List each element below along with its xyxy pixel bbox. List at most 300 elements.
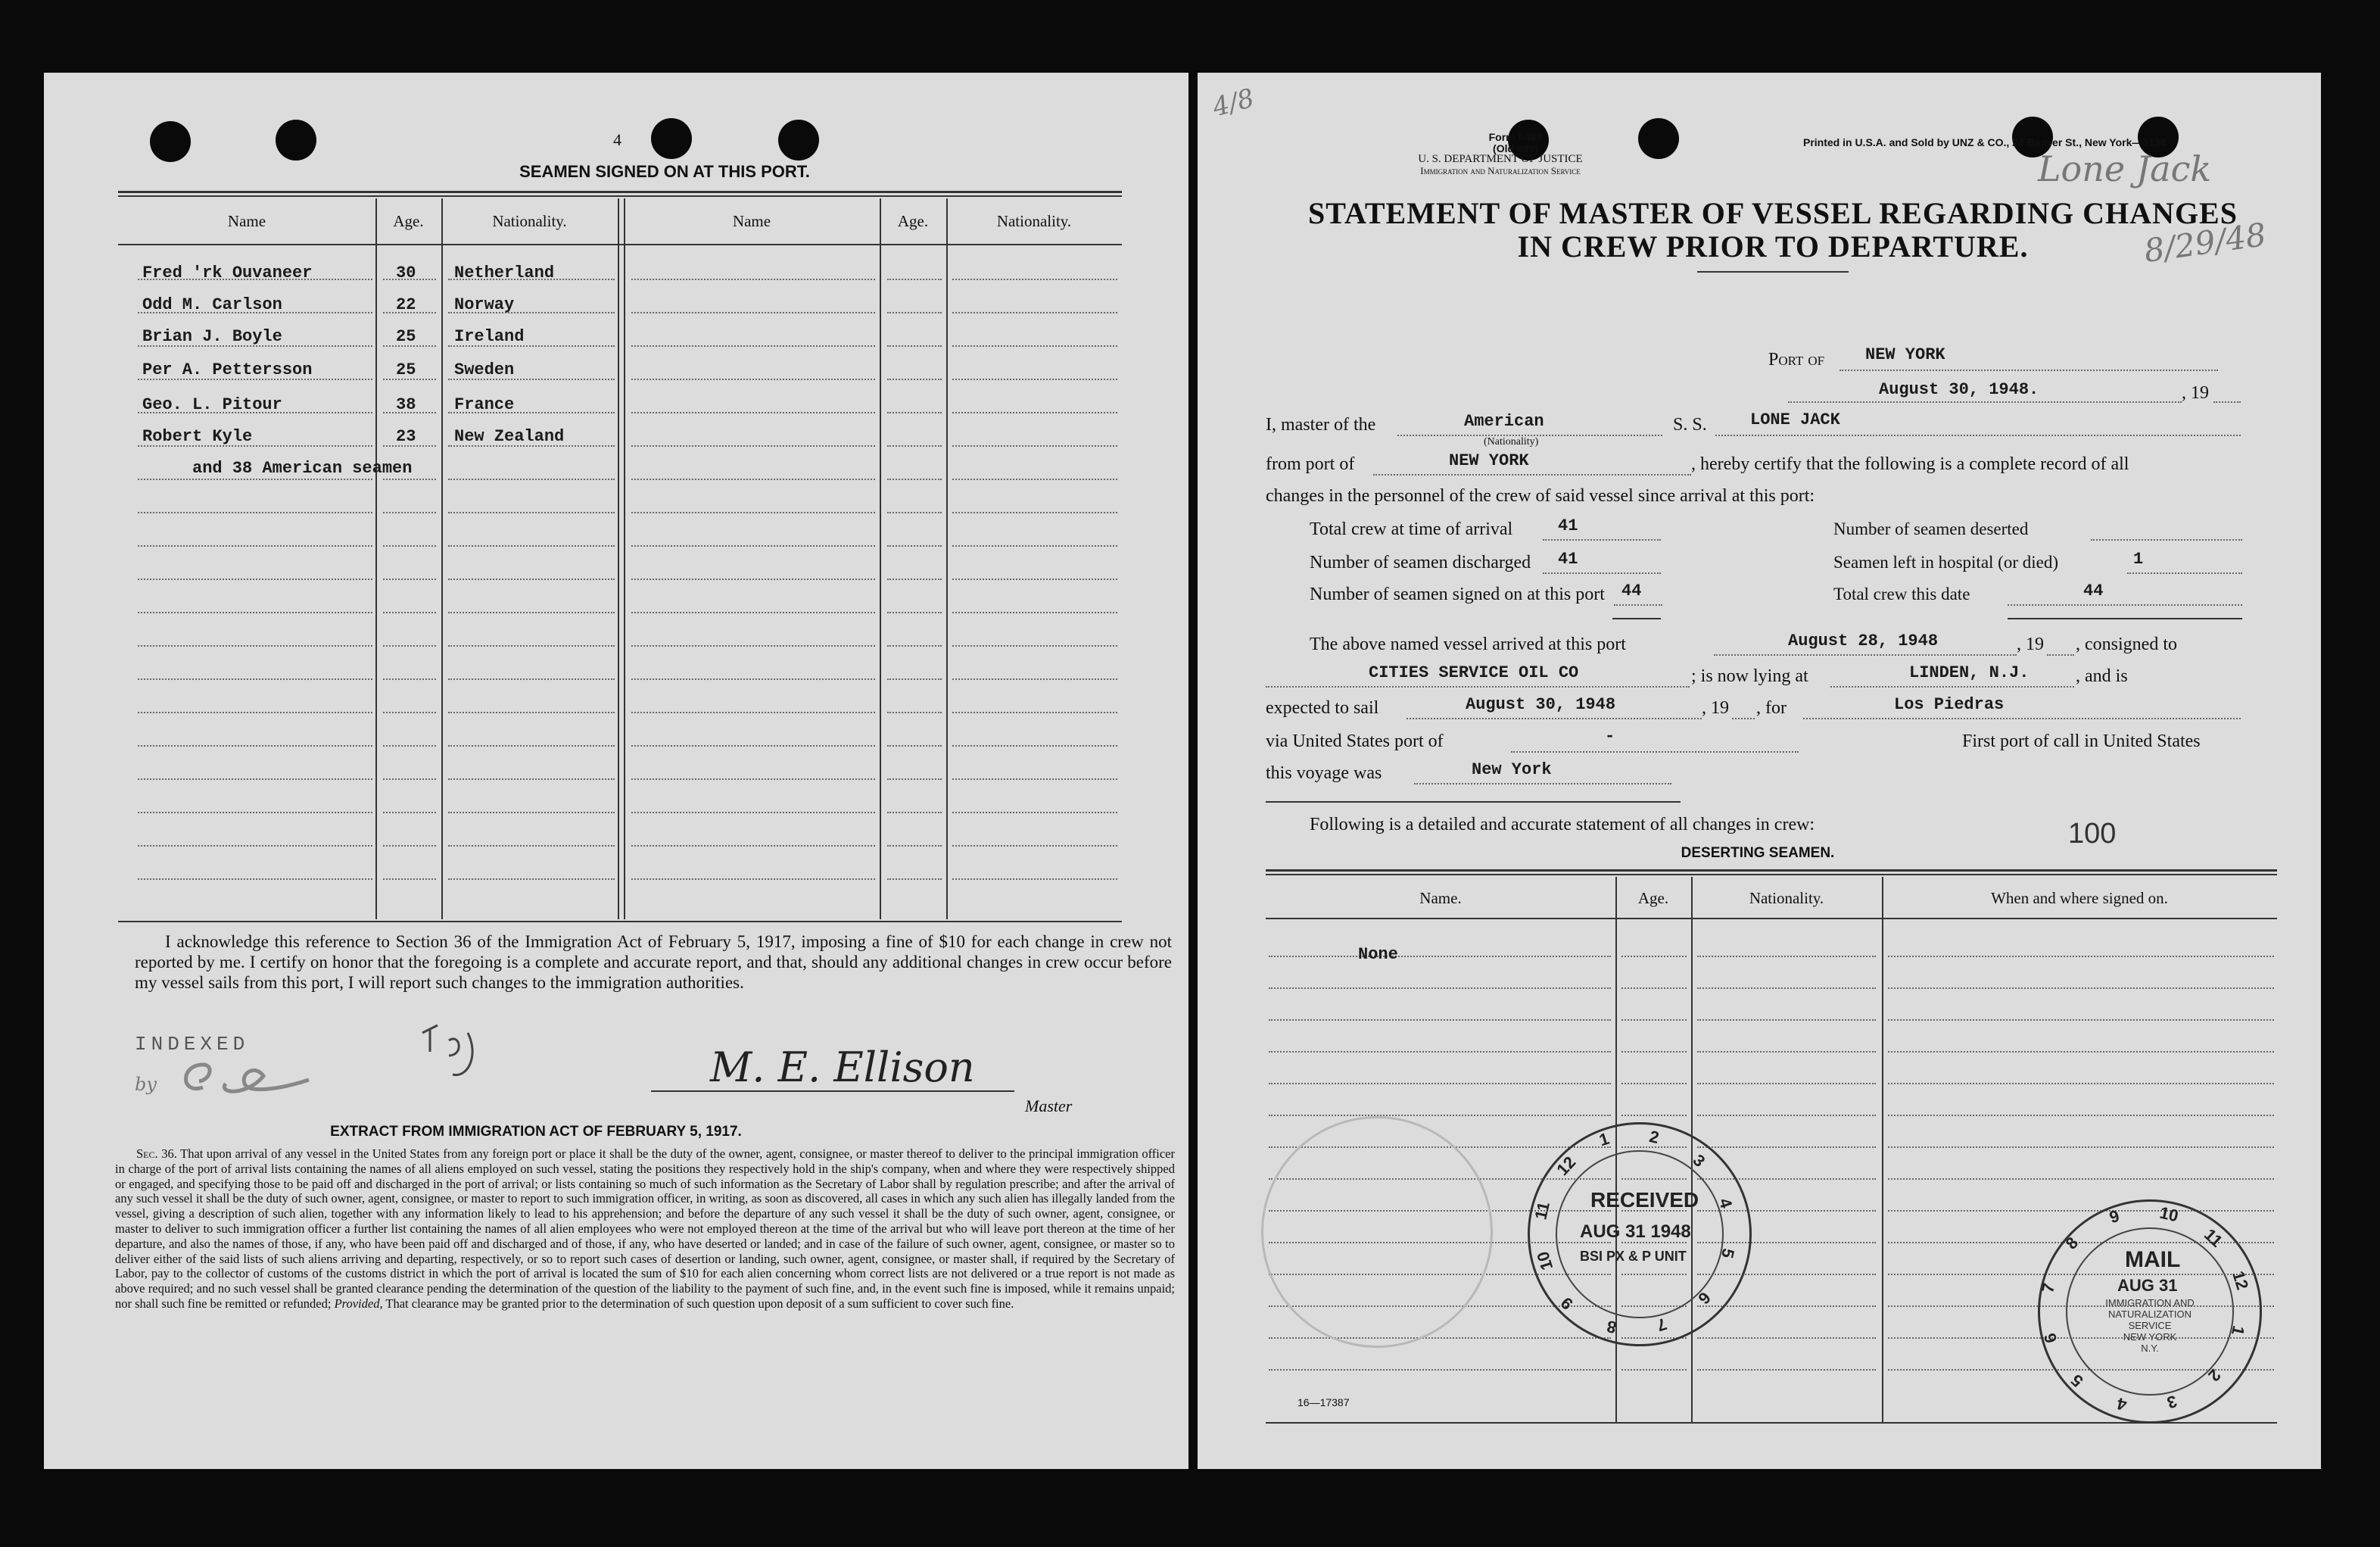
- total-arrival-line: [1543, 539, 1661, 541]
- date-line: [1788, 401, 2182, 403]
- ss-label: S. S.: [1673, 415, 1707, 435]
- des-row-line: [1697, 1146, 1876, 1148]
- row-line: [383, 645, 436, 647]
- mail-stamp-line: NEW YORK: [2123, 1331, 2177, 1343]
- summary-row: and 38 American seamen: [192, 459, 413, 478]
- des-row-line: [1697, 1337, 1876, 1339]
- des-first-entry: None: [1358, 945, 1398, 964]
- row-line: [887, 712, 942, 713]
- col-header-nationality: Nationality.: [996, 212, 1072, 230]
- des-row-line: [1621, 956, 1687, 957]
- des-row-line: [1697, 1115, 1876, 1116]
- deserting-title: DESERTING SEAMEN.: [1681, 845, 1835, 861]
- stamp-ring-number: 2: [2204, 1365, 2225, 1386]
- signed-on-underline: [1612, 618, 1661, 619]
- row-line: [887, 645, 942, 647]
- des-row-line: [1697, 1083, 1876, 1084]
- mail-stamp-top: MAIL: [2125, 1247, 2181, 1272]
- row-line: [448, 612, 615, 613]
- des-row-line: [1697, 1369, 1876, 1371]
- des-header-rule: [1266, 918, 2277, 919]
- stamp-ring-number: 12: [1553, 1152, 1580, 1180]
- received-stamp-bottom: BSI PX & P UNIT: [1580, 1249, 1687, 1264]
- expected-19: , 19: [1702, 698, 1729, 718]
- vessel-line: [1715, 435, 2241, 436]
- col-header-name: Name: [732, 212, 771, 230]
- punch-hole: [651, 118, 692, 159]
- total-arrival-label: Total crew at time of arrival: [1310, 519, 1513, 539]
- stamp-ring-number: 2: [1647, 1127, 1662, 1148]
- seaman-name: Odd M. Carlson: [142, 295, 282, 314]
- row-line: [138, 678, 372, 680]
- des-col-signed-on: When and where signed on.: [1991, 889, 2168, 907]
- column-rule: [375, 198, 377, 919]
- seaman-name: Per A. Pettersson: [142, 360, 313, 379]
- des-row-line: [1269, 987, 1611, 989]
- row-line: [631, 845, 875, 847]
- signed-on-value: 44: [1621, 582, 1642, 600]
- des-row-line: [1269, 1051, 1611, 1053]
- row-line: [138, 812, 372, 813]
- row-line: [952, 678, 1117, 680]
- row-line: [887, 612, 942, 613]
- column-rule: [441, 198, 443, 919]
- des-bottom-rule: [1266, 1422, 2277, 1424]
- initials-mark: [407, 1010, 498, 1086]
- seaman-nationality: France: [454, 395, 515, 414]
- des-row-line: [1888, 1051, 2274, 1053]
- signed-on-label: Number of seamen signed on at this port: [1310, 585, 1605, 604]
- seaman-age: 23: [396, 427, 416, 446]
- row-line: [631, 479, 875, 480]
- arrived-19: , 19: [2017, 635, 2044, 654]
- row-line: [383, 579, 436, 580]
- des-row-line: [1269, 1369, 1611, 1371]
- seaman-nationality: Netherland: [454, 264, 555, 282]
- footer-code: 16—17387: [1297, 1396, 1350, 1408]
- table-top-rule: [118, 195, 1122, 197]
- des-col-age: Age.: [1637, 889, 1669, 907]
- des-row-line: [1621, 1369, 1687, 1371]
- des-row-line: [1269, 1083, 1611, 1084]
- mail-stamp-line: NATURALIZATION: [2107, 1308, 2192, 1320]
- right-page: [1198, 73, 2321, 1469]
- row-line: [631, 512, 875, 513]
- seaman-nationality: Ireland: [454, 327, 525, 346]
- seaman-age: 25: [396, 327, 416, 346]
- row-line: [631, 678, 875, 680]
- row-line: [952, 845, 1117, 847]
- punch-hole: [276, 120, 316, 161]
- row-line: [383, 545, 436, 547]
- stamp-ring-number: 5: [1717, 1246, 1738, 1261]
- mail-stamp: [2038, 1199, 2262, 1424]
- row-line: [631, 379, 875, 380]
- row-line: [887, 479, 942, 480]
- row-line: [952, 279, 1117, 280]
- des-col-name: Name.: [1419, 889, 1462, 907]
- des-row-line: [1888, 1019, 2274, 1021]
- faint-stamp: [1261, 1116, 1493, 1348]
- stamp-ring-number: 7: [2038, 1280, 2059, 1295]
- extract-section: Sec. 36.: [136, 1146, 177, 1161]
- signed-on-line: [1614, 604, 1662, 606]
- row-line: [138, 845, 372, 847]
- page-number: 4: [613, 130, 621, 149]
- from-port-label: from port of: [1266, 454, 1355, 474]
- column-rule: [618, 198, 619, 919]
- col-header-nationality: Nationality.: [492, 212, 567, 230]
- mail-stamp-lines: [2093, 1297, 2207, 1354]
- row-line: [887, 412, 942, 413]
- row-line: [631, 778, 875, 780]
- row-line: [887, 778, 942, 780]
- extract-text: That upon arrival of any vessel in the United States from any foreign port or place it shall be the duty of the owner, agent, consignee, or master thereof to deliver to the principal immigration officer in charge of the port of arrival lists containing the names of all aliens employed on such vessel, stating the positions they respectively hold in the ship's company, when and where they were respectively shipped or engaged, and specifying those to be paid off and discharged in the port of arrival; or lists containing so much of such information as the Secretary of Labor shall by regulation prescribe; and after the arrival of any such vessel it shall be the duty of such owner, agent, consignee, or master to report to such immigration officer, in writing, as soon as discovered, all cases in which any such alien has illegally landed from the vessel, giving a description of such alien, together with any information likely to lead to his apprehension; and before the departure of any such vessel it shall be the duty of such owner, agent, consignee, or master to deliver to such immigration officer a further list containing the names of all alien employees who were not employed thereon at the time of the arrival but who will leave port thereon at the time of her departure, and also the names of those, if any, who have been paid off and discharged and of those, if any, who have deserted or landed; and in case of the failure of such owner, agent, consignee, or master so to deliver either of the said lists of such aliens arriving and departing, respectively, or so to report such cases of desertion or landing, such owner, agent, consignee, or master shall, if required by the Secretary of Labor, pay to the collector of customs of the customs district in which the port of arrival is located the sum of $10 for each alien concerning whom correct lists are not delivered or a true report is not made as above required; and no such vessel shall be granted clearance pending the determination of the question of the liability to the payment of such fine, and, in the event such fine is imposed, while it remains unpaid; nor shall such fine be remitted or refunded;: [115, 1146, 1176, 1311]
- des-row-line: [1888, 1178, 2274, 1180]
- master-signature: M. E. Ellison: [710, 1043, 975, 1091]
- mail-stamp-line: IMMIGRATION AND: [2105, 1297, 2195, 1308]
- table-bottom-rule: [118, 921, 1122, 922]
- des-row-line: [1269, 1019, 1611, 1021]
- row-line: [631, 279, 875, 280]
- row-line: [887, 812, 942, 813]
- col-header-name: Name: [227, 212, 266, 230]
- arrived-label: The above named vessel arrived at this port: [1310, 635, 1626, 654]
- discharged-line: [1543, 572, 1661, 574]
- des-row-line: [1269, 956, 1611, 957]
- date-year-line: [2213, 401, 2241, 403]
- row-line: [448, 812, 615, 813]
- stamp-ring-number: 3: [2164, 1392, 2179, 1413]
- des-row-line: [1697, 1019, 1876, 1021]
- row-line: [448, 878, 615, 880]
- row-line: [448, 545, 615, 547]
- mail-stamp-line: SERVICE: [2128, 1320, 2172, 1331]
- stamp-ring-number: 8: [2061, 1233, 2082, 1253]
- via-label: via United States port of: [1266, 731, 1444, 751]
- des-row-line: [1621, 1083, 1687, 1084]
- row-line: [631, 712, 875, 713]
- seaman-name: Geo. L. Pitour: [142, 395, 282, 414]
- row-line: [952, 379, 1117, 380]
- service: Immigration and Naturalization Service: [1420, 165, 1581, 176]
- via-line: [1511, 751, 1799, 753]
- stamp-ring-number: 11: [1531, 1199, 1554, 1221]
- row-line: [448, 678, 615, 680]
- handwritten-vessel: Lone Jack: [2038, 148, 2212, 189]
- row-line: [383, 812, 436, 813]
- row-line: [448, 479, 615, 480]
- stamp-ring-number: 12: [2229, 1268, 2253, 1293]
- row-line: [383, 512, 436, 513]
- des-row-line: [1888, 987, 2274, 989]
- consignee-value: CITIES SERVICE OIL CO: [1369, 663, 1579, 682]
- stamp-ring-number: 8: [1604, 1316, 1618, 1337]
- for-value: Los Piedras: [1894, 695, 2005, 714]
- row-line: [383, 479, 436, 480]
- des-top-rule: [1266, 874, 2277, 875]
- port-value: NEW YORK: [1865, 345, 1945, 364]
- row-line: [138, 645, 372, 647]
- expected-line: [1407, 718, 1702, 719]
- arrived-value: August 28, 1948: [1788, 632, 1939, 650]
- row-line: [952, 545, 1117, 547]
- row-line: [138, 745, 372, 747]
- total-date-underline: [2008, 618, 2242, 619]
- row-line: [952, 412, 1117, 413]
- discharged-value: 41: [1558, 550, 1578, 569]
- lying-line: [1830, 686, 2074, 688]
- certify-text: , hereby certify that the following is a complete record of all: [1691, 454, 2129, 474]
- row-line: [952, 745, 1117, 747]
- voyage-underline: [1266, 801, 1681, 803]
- for-label: , for: [1756, 698, 1787, 718]
- des-row-line: [1888, 1146, 2274, 1148]
- row-line: [952, 345, 1117, 347]
- mail-stamp-date: AUG 31: [2117, 1276, 2178, 1295]
- des-row-line: [1621, 1115, 1687, 1116]
- port-line: [1840, 370, 2218, 371]
- des-col-nationality: Nationality.: [1749, 889, 1824, 907]
- stamp-ring-number: 6: [1694, 1288, 1715, 1308]
- row-line: [138, 512, 372, 513]
- row-line: [952, 778, 1117, 780]
- row-line: [448, 712, 615, 713]
- stamp-ring-number: 5: [2067, 1370, 2087, 1391]
- stamp-ring-number: 1: [1597, 1128, 1612, 1149]
- stamp-number: 100: [2068, 818, 2117, 850]
- row-line: [448, 845, 615, 847]
- form-title-line1: STATEMENT OF MASTER OF VESSEL REGARDING CHANGES: [1308, 196, 2238, 230]
- row-line: [952, 645, 1117, 647]
- expected-value: August 30, 1948: [1466, 695, 1616, 714]
- via-value: -: [1605, 727, 1615, 746]
- des-row-line: [1888, 1083, 2274, 1084]
- row-line: [887, 845, 942, 847]
- row-line: [952, 878, 1117, 880]
- des-column-rule: [1882, 877, 1883, 1422]
- row-line: [631, 812, 875, 813]
- des-row-line: [1697, 1051, 1876, 1053]
- seaman-nationality: Norway: [454, 295, 515, 314]
- certify-text2: changes in the personnel of the crew of said vessel since arrival at this port:: [1266, 486, 1815, 506]
- form-old: (Old 689): [1493, 142, 1538, 154]
- form-number: Form I-489: [1488, 131, 1543, 143]
- date-value: August 30, 1948.: [1879, 380, 2039, 399]
- stamp-ring-number: 1: [2227, 1324, 2248, 1338]
- des-row-line: [1888, 956, 2274, 957]
- des-row-line: [1888, 1115, 2274, 1116]
- row-line: [448, 579, 615, 580]
- row-line: [138, 612, 372, 613]
- mail-stamp-line: N.Y.: [2141, 1343, 2159, 1354]
- des-row-line: [1621, 1019, 1687, 1021]
- voyage-line: [1414, 783, 1671, 784]
- nationality-caption: (Nationality): [1484, 436, 1539, 448]
- row-line: [887, 678, 942, 680]
- voyage-value: New York: [1472, 760, 1552, 779]
- row-line: [138, 479, 372, 480]
- row-line: [952, 312, 1117, 313]
- master-of-label: I, master of the: [1266, 415, 1376, 435]
- row-line: [952, 712, 1117, 713]
- row-line: [138, 579, 372, 580]
- stamp-ring-number: 4: [2114, 1393, 2129, 1414]
- stamp-ring-number: 6: [2039, 1330, 2061, 1346]
- extract-title: EXTRACT FROM IMMIGRATION ACT OF FEBRUARY 5, 1917.: [330, 1124, 742, 1140]
- row-line: [383, 778, 436, 780]
- stamp-ring-number: 3: [1689, 1150, 1709, 1171]
- consigned-label: , consigned to: [2076, 635, 2177, 654]
- extract-provided: Provided,: [334, 1296, 383, 1311]
- received-stamp-date: AUG 31 1948: [1580, 1221, 1691, 1242]
- seaman-age: 38: [396, 395, 416, 414]
- stamp-ring-number: 10: [1532, 1249, 1557, 1273]
- row-line: [383, 612, 436, 613]
- col-header-age: Age.: [393, 212, 424, 230]
- table-header-rule: [118, 244, 1122, 245]
- indexed-stamp: INDEXED: [135, 1033, 250, 1056]
- hospital-label: Seamen left in hospital (or died): [1833, 553, 2059, 572]
- lying-value: LINDEN, N.J.: [1909, 663, 2030, 682]
- row-line: [448, 645, 615, 647]
- seaman-name: Robert Kyle: [142, 427, 253, 446]
- for-line: [1803, 718, 2241, 719]
- title-underline: [1697, 271, 1849, 273]
- row-line: [631, 545, 875, 547]
- vessel-value: LONE JACK: [1750, 410, 1840, 429]
- row-line: [887, 312, 942, 313]
- expected-year-line: [1732, 718, 1755, 719]
- date-suffix: , 19: [2182, 383, 2209, 403]
- row-line: [631, 312, 875, 313]
- seaman-age: 22: [396, 295, 416, 314]
- form-header: [1357, 132, 1674, 154]
- row-line: [631, 745, 875, 747]
- row-line: [138, 545, 372, 547]
- row-line: [631, 878, 875, 880]
- seaman-age: 25: [396, 360, 416, 379]
- seaman-age: 30: [396, 264, 416, 282]
- stamp-ring-number: 4: [1715, 1196, 1737, 1211]
- punch-hole: [778, 120, 819, 161]
- des-row-line: [1621, 987, 1687, 989]
- row-line: [952, 512, 1117, 513]
- des-row-line: [1269, 1115, 1611, 1116]
- row-line: [887, 878, 942, 880]
- row-line: [138, 778, 372, 780]
- consignee-line: [1266, 686, 1690, 688]
- des-top-rule: [1266, 869, 2277, 872]
- extract-end: That clearance may be granted prior to the determination of such question upon deposit of a sum sufficient to cover such fine.: [385, 1296, 1014, 1311]
- printer-line: Printed in U.S.A. and Sold by UNZ & CO., 24 Beaver St., New York—8138: [1803, 136, 2167, 148]
- row-line: [887, 579, 942, 580]
- total-date-line: [2008, 604, 2242, 606]
- seaman-name: Brian J. Boyle: [142, 327, 282, 346]
- and-is-label: , and is: [2076, 666, 2128, 686]
- row-line: [952, 612, 1117, 613]
- column-rule: [946, 198, 948, 919]
- row-line: [383, 745, 436, 747]
- received-stamp: [1528, 1122, 1752, 1346]
- form-title-line2: IN CREW PRIOR TO DEPARTURE.: [1517, 229, 2029, 264]
- row-line: [631, 579, 875, 580]
- des-row-line: [1269, 1337, 1611, 1339]
- discharged-label: Number of seamen discharged: [1310, 553, 1531, 572]
- extract-body: [115, 1146, 1175, 1312]
- deserted-label: Number of seamen deserted: [1833, 519, 2029, 538]
- row-line: [631, 445, 875, 447]
- arrived-line: [1714, 654, 2017, 656]
- seaman-name: Fred 'rk Ouvaneer: [142, 264, 313, 282]
- col-header-age: Age.: [897, 212, 929, 230]
- arrived-year-line: [2047, 654, 2074, 656]
- row-line: [448, 745, 615, 747]
- handwritten-date: 8/29/48: [2142, 215, 2269, 270]
- row-line: [138, 878, 372, 880]
- left-page: [44, 73, 1188, 1469]
- row-line: [887, 279, 942, 280]
- nationality-value: American: [1464, 412, 1544, 431]
- seaman-nationality: New Zealand: [454, 427, 565, 446]
- indexed-by-label: by: [135, 1074, 157, 1095]
- row-line: [952, 579, 1117, 580]
- des-row-line: [1697, 987, 1876, 989]
- table-top-rule: [118, 191, 1122, 193]
- from-port-line: [1373, 474, 1691, 476]
- hospital-line: [2127, 572, 2242, 574]
- section-title: SEAMEN SIGNED ON AT THIS PORT.: [519, 162, 810, 181]
- master-label: Master: [1025, 1096, 1073, 1115]
- row-line: [631, 345, 875, 347]
- row-line: [631, 612, 875, 613]
- row-line: [631, 645, 875, 647]
- row-line: [887, 379, 942, 380]
- department-block: [1288, 153, 1712, 177]
- acknowledgment-text: I acknowledge this reference to Section 36 of the Immigration Act of February 5, 1917, imposing a fine of $10 for each change in crew not reported by me. I certify on honor that the foregoing is a complete and accurate report, and that, should any additional changes in crew occur before my vessel sails from this port, I will report such changes to the immigration authorities.: [135, 932, 1172, 992]
- indexed-initials: [173, 1050, 392, 1103]
- row-line: [887, 745, 942, 747]
- deserted-line: [2091, 539, 2242, 541]
- punch-hole: [150, 121, 191, 162]
- lying-label: ; is now lying at: [1691, 666, 1808, 686]
- row-line: [887, 445, 942, 447]
- row-line: [383, 712, 436, 713]
- seaman-nationality: Sweden: [454, 360, 515, 379]
- row-line: [952, 812, 1117, 813]
- hospital-value: 1: [2133, 550, 2144, 569]
- row-line: [952, 445, 1117, 447]
- port-label: Port of: [1768, 350, 1825, 370]
- corner-mark: 4/8: [1209, 83, 1257, 123]
- total-date-label: Total crew this date: [1833, 585, 1970, 604]
- column-rule: [880, 198, 881, 919]
- from-port-value: NEW YORK: [1449, 451, 1529, 470]
- total-arrival-value: 41: [1558, 516, 1578, 535]
- received-stamp-top: RECEIVED: [1590, 1188, 1699, 1212]
- expected-label: expected to sail: [1266, 698, 1379, 718]
- total-date-value: 44: [2083, 582, 2104, 600]
- stamp-ring-number: 7: [1654, 1315, 1669, 1336]
- row-line: [448, 778, 615, 780]
- des-row-line: [1621, 1051, 1687, 1053]
- following-label: Following is a detailed and accurate statement of all changes in crew:: [1310, 815, 1815, 834]
- stamp-ring-number: 10: [2158, 1202, 2181, 1226]
- row-line: [138, 712, 372, 713]
- row-line: [631, 412, 875, 413]
- column-rule: [624, 198, 625, 919]
- row-line: [887, 345, 942, 347]
